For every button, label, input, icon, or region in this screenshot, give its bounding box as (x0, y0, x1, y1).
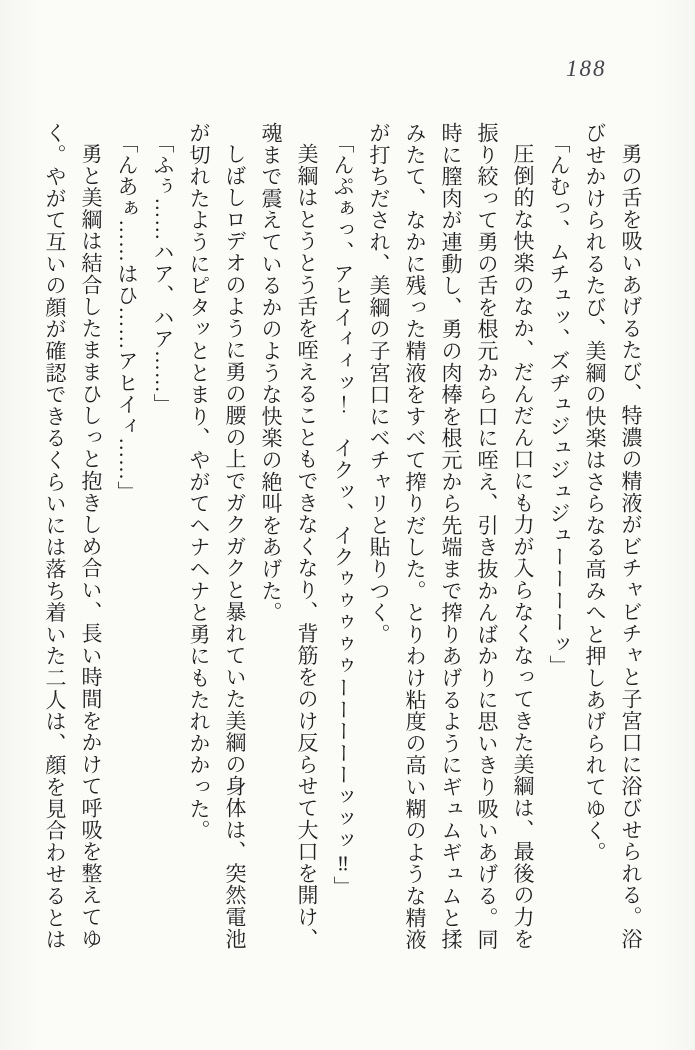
text-line: が切れたようにピタッととまり、やがてヘナヘナと勇にもたれかかった。 (187, 122, 211, 842)
text-line: びせかけられるたび、美綱の快楽はさらなる高みへと押しあげられてゆく。 (583, 122, 607, 864)
text-line: く。やがて互いの顔が確認できるくらいには落ち着いた二人は、顔を見合わせるとは (43, 122, 67, 951)
text-line: しばしロデオのように勇の腰の上でガクガクと暴れていた美綱の身体は、突然電池 (223, 143, 247, 950)
text-line: 時に膣肉が連動し、勇の肉棒を根元から先端まで搾りあげるようにギュムギュムと揉 (439, 122, 463, 951)
text-line: が打ちだされ、美綱の子宮口にベチャリと貼りつく。 (367, 122, 391, 646)
text-line: 「ふぅ……ハア、ハア……」 (151, 132, 175, 416)
text-line: 美綱はとうとう舌を咥えることもできなくなり、背筋をのけ反らせて大口を開け、 (295, 143, 319, 950)
vertical-text-block (37, 122, 649, 982)
text-line: 勇と美綱は結合したままひしっと抱きしめ合い、長い時間をかけて呼吸を整えてゆ (79, 143, 103, 950)
text-line: 「んぷぁっ、アヒイィィッ！ イクッ、イクゥゥゥゥゥーーーーーッッッ‼」 (331, 132, 355, 898)
text-line: 「んあぁ……はひ……アヒイィ……」 (115, 132, 139, 503)
text-line: 魂まで震えているかのような快楽の絶叫をあげた。 (259, 122, 283, 624)
text-line: みたて、なかに残った精液をすべて搾りだした。とりわけ粘度の高い糊のような精液 (403, 122, 427, 951)
page-number: 188 (566, 56, 607, 81)
text-line: 勇の舌を吸いあげるたび、特濃の精液がビチャビチャと子宮口に浴びせられる。浴 (619, 143, 643, 950)
text-line: 圧倒的な快楽のなか、だんだん口にも力が入らなくなってきた美綱は、最後の力を (511, 143, 535, 950)
text-line: 振り絞って勇の舌を根元から口に咥え、引き抜かんばかりに思いきり吸いあげる。同 (475, 122, 499, 951)
text-line: 「んむっ、ムチュッ、ズヂュジュジュジューーーーッ」 (547, 132, 571, 677)
